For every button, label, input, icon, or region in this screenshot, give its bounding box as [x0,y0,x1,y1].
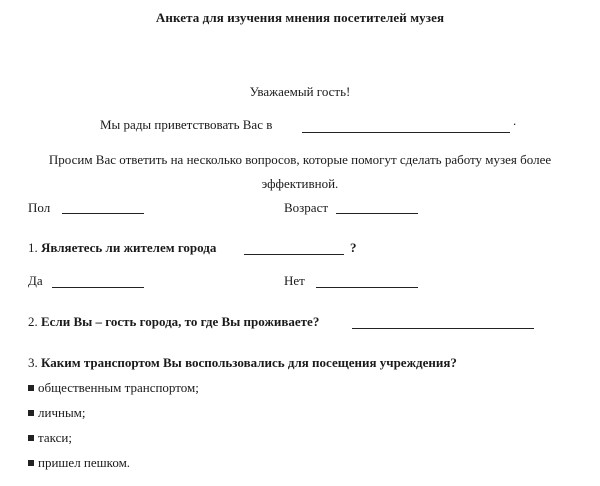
age-label: Возраст [284,200,329,215]
question-3 [28,355,457,371]
checkbox-icon[interactable] [28,460,34,466]
question-3-text: Каким транспортом Вы воспользовались для посещения учреждения? [41,355,457,370]
option-walk[interactable] [28,455,130,471]
age-field[interactable] [336,213,418,214]
question-1-mark: ? [350,240,357,255]
checkbox-icon[interactable] [28,385,34,391]
question-2-number: 2. [28,314,38,329]
welcome-text: Мы рады приветствовать Вас в [100,117,273,132]
request-text: Просим Вас ответить на несколько вопросов, которые помогут сделать работу музея более эффективной. [48,152,552,191]
city-field[interactable] [244,254,344,255]
yes-field[interactable] [52,287,144,288]
option-label: такси; [38,430,72,445]
question-1-text: Являетесь ли жителем города [41,240,217,255]
museum-name-field[interactable] [302,132,510,133]
option-taxi[interactable] [28,430,72,446]
checkbox-icon[interactable] [28,435,34,441]
residence-field[interactable] [352,328,534,329]
yes-label: Да [28,273,43,288]
option-label: пришел пешком. [38,455,131,470]
checkbox-icon[interactable] [28,410,34,416]
option-public-transport[interactable] [28,380,199,396]
option-label: общественным транспортом; [38,380,199,395]
question-1-number: 1. [28,240,38,255]
gender-label: Пол [28,200,51,215]
question-3-number: 3. [28,355,38,370]
question-2 [28,314,319,330]
gender-field[interactable] [62,213,144,214]
greeting: Уважаемый гость! [249,84,351,99]
question-1 [28,240,216,256]
welcome-end: . [513,113,517,128]
no-label: Нет [284,273,305,288]
page-title: Анкета для изучения мнения посетителей музея [155,10,445,25]
no-field[interactable] [316,287,418,288]
option-personal[interactable] [28,405,86,421]
option-label: личным; [38,405,86,420]
question-2-text: Если Вы – гость города, то где Вы проживаете? [41,314,320,329]
